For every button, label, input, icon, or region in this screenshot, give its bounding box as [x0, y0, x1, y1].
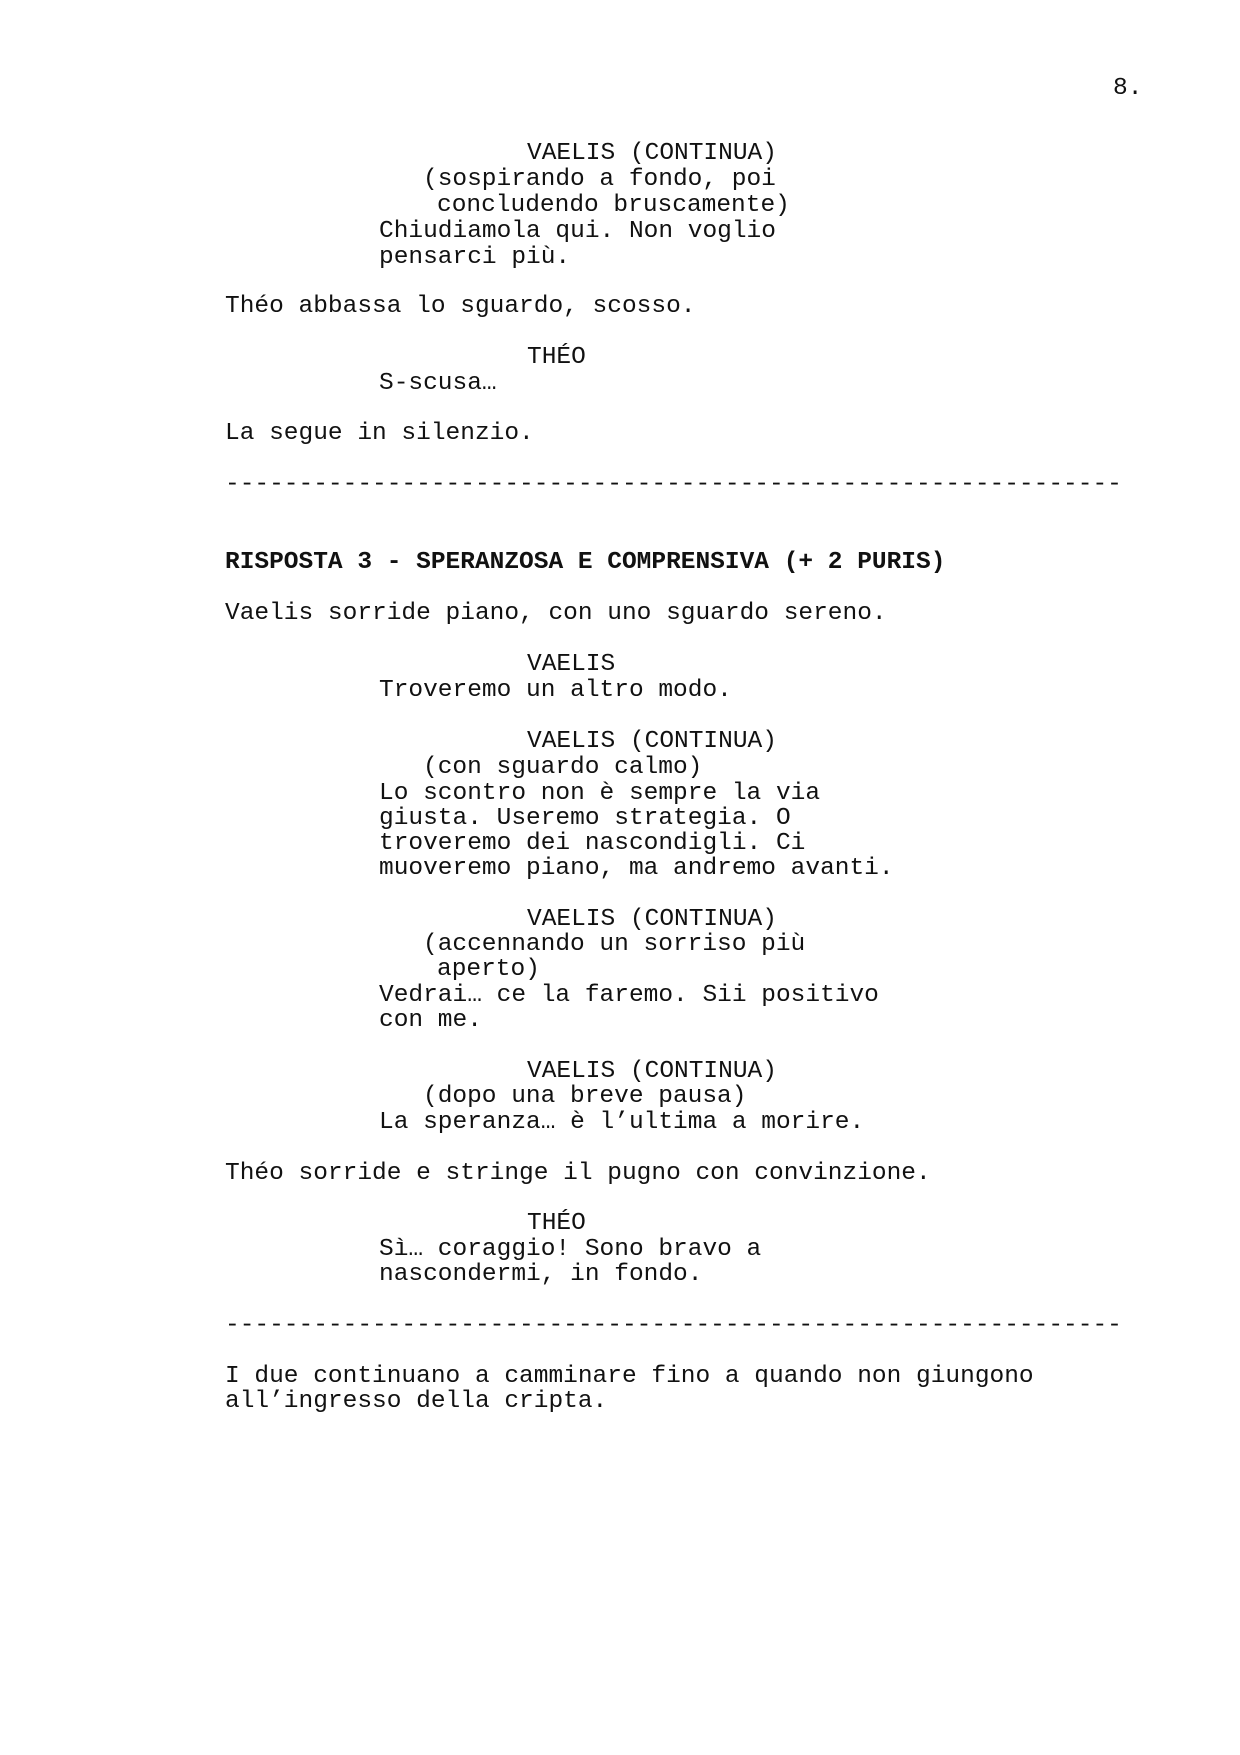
character-name: VAELIS (CONTINUA)	[527, 140, 777, 167]
dialogue-line: con me.	[379, 1007, 482, 1034]
character-name: VAELIS	[527, 651, 616, 678]
dialogue-line: nascondermi, in fondo.	[379, 1261, 703, 1288]
character-name: VAELIS (CONTINUA)	[527, 906, 777, 933]
dialogue-line: giusta. Useremo strategia. O	[379, 805, 791, 832]
parenthetical: (con sguardo calmo)	[423, 754, 703, 781]
dialogue-line: Troveremo un altro modo.	[379, 677, 732, 704]
dialogue-line: Chiudiamola qui. Non voglio	[379, 218, 776, 245]
character-name: THÉO	[527, 344, 586, 371]
dialogue-line: muoveremo piano, ma andremo avanti.	[379, 855, 894, 882]
character-name: VAELIS (CONTINUA)	[527, 728, 777, 755]
separator-line: -------------------------------------------------------------	[225, 471, 1122, 498]
dialogue-line: pensarci più.	[379, 244, 571, 271]
dialogue-line: Vedrai… ce la faremo. Sii positivo	[379, 982, 879, 1009]
character-name: THÉO	[527, 1210, 586, 1237]
page-number: 8.	[1113, 75, 1143, 102]
parenthetical: (sospirando a fondo, poi	[423, 166, 776, 193]
parenthetical: (accennando un sorriso più	[423, 931, 806, 958]
separator-line: -------------------------------------------------------------	[225, 1312, 1122, 1339]
action-line: all’ingresso della cripta.	[225, 1388, 608, 1415]
dialogue-line: Lo scontro non è sempre la via	[379, 780, 821, 807]
section-heading: RISPOSTA 3 - SPERANZOSA E COMPRENSIVA (+ 2 PURIS)	[225, 549, 946, 576]
action-line: La segue in silenzio.	[225, 420, 534, 447]
action-line: Vaelis sorride piano, con uno sguardo sereno.	[225, 600, 887, 627]
action-line: Théo sorride e stringe il pugno con convinzione.	[225, 1160, 931, 1187]
action-line: I due continuano a camminare fino a quando non giungono	[225, 1363, 1034, 1390]
action-line: Théo abbassa lo sguardo, scosso.	[225, 293, 696, 320]
dialogue-line: Sì… coraggio! Sono bravo a	[379, 1236, 762, 1263]
dialogue-line: troveremo dei nascondigli. Ci	[379, 830, 806, 857]
parenthetical: (dopo una breve pausa)	[423, 1083, 747, 1110]
dialogue-line: S-scusa…	[379, 370, 497, 397]
dialogue-line: La speranza… è l’ultima a morire.	[379, 1109, 865, 1136]
parenthetical: concludendo bruscamente)	[437, 192, 790, 219]
character-name: VAELIS (CONTINUA)	[527, 1058, 777, 1085]
parenthetical: aperto)	[437, 956, 540, 983]
